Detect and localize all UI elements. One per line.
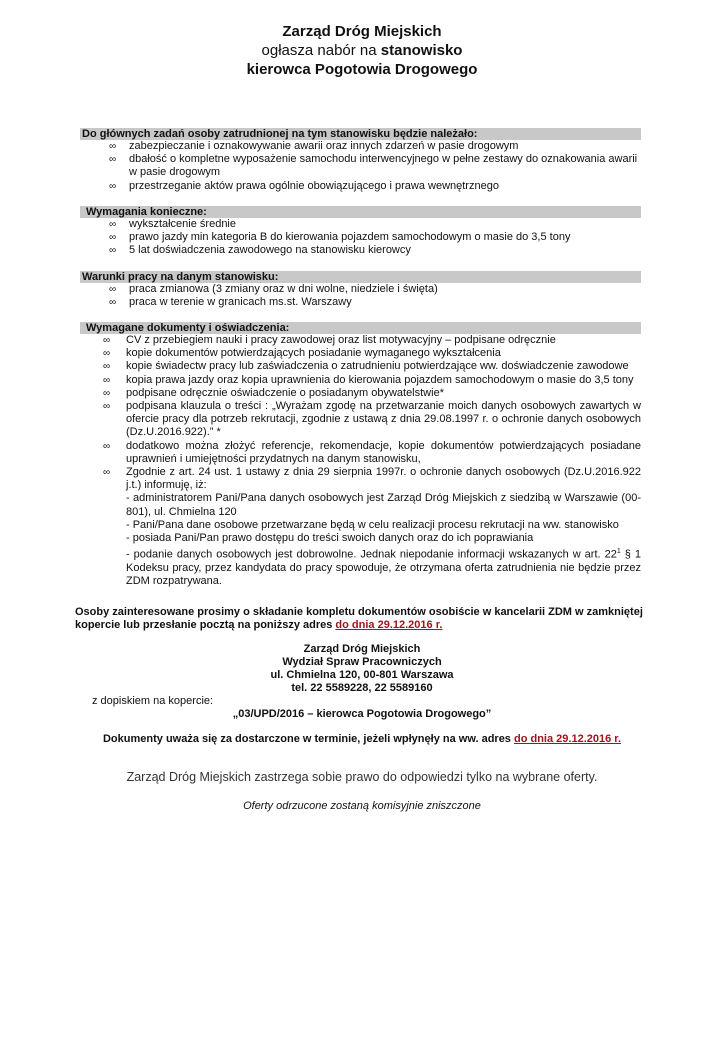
address-line: Wydział Spraw Pracowniczych (282, 656, 442, 668)
documents-heading: Wymagane dokumenty i oświadczenia: (80, 322, 641, 334)
duties-section (80, 128, 641, 193)
delivery-deadline: do dnia 29.12.2016 r. (514, 733, 622, 745)
infinity-bullet-icon: ∞ (109, 245, 117, 257)
infinity-bullet-icon: ∞ (103, 374, 111, 386)
list-item: ∞ dbałość o kompletne wyposażenie samochodu interwencyjnego w pełne zestawy do oznakowania awarii w pasie drogowym (109, 153, 638, 179)
list-item: ∞ zabezpieczanie i oznakowywanie awarii oraz innych zdarzeń w pasie drogowym (109, 140, 519, 152)
infinity-bullet-icon: ∞ (103, 401, 111, 413)
position-title: kierowca Pogotowia Drogowego (246, 61, 478, 78)
address-line: Zarząd Dróg Miejskich (303, 643, 421, 655)
infinity-bullet-icon: ∞ (109, 232, 117, 244)
list-item: ∞ praca w terenie w granicach ms.st. Warszawy (109, 296, 352, 309)
infinity-bullet-icon: ∞ (103, 440, 111, 452)
list-item: ∞ kopia prawa jazdy oraz kopia uprawnienia do kierowania pojazdem samochodowym o masie do 3,5 tony (103, 373, 634, 386)
announcement-header (0, 22, 724, 79)
destroyed-note: Oferty odrzucone zostaną komisyjnie zniszczone (243, 800, 481, 812)
address-block (70, 643, 654, 695)
envelope-text: „03/UPD/2016 – kierowca Pogotowia Drogowego” (232, 708, 492, 720)
deadline-link: do dnia 29.12.2016 r. (335, 619, 443, 631)
list-item: ∞ przestrzeganie aktów prawa ogólnie obowiązującego i prawa wewnętrznego (109, 179, 499, 192)
infinity-bullet-icon: ∞ (109, 219, 117, 230)
gdpr-intro: Zgodnie z art. 24 ust. 1 ustawy z dnia 29 sierpnia 1997r. o ochronie danych osobowych (Dz.U.2016.922 j.t.) informuję, iż: (126, 466, 641, 492)
list-item: ∞ kopie dokumentów potwierdzających posiadanie wymaganego wykształcenia (103, 347, 501, 360)
envelope-label: z dopiskiem na kopercie: (92, 695, 214, 707)
infinity-bullet-icon: ∞ (109, 180, 117, 192)
announce-bold: stanowisko (380, 42, 463, 59)
requirements-section (80, 206, 641, 258)
list-item: ∞ kopie świadectw pracy lub zaświadczenia o zatrudnieniu potwierdzające ww. doświadczenie zawodowe (103, 360, 629, 373)
documents-section (80, 322, 641, 589)
infinity-bullet-icon: ∞ (109, 297, 117, 309)
list-item: ∞ 5 lat doświadczenia zawodowego na stanowisku kierowcy (109, 244, 411, 257)
infinity-bullet-icon: ∞ (109, 141, 117, 152)
gdpr-line: - administratorem Pani/Pana danych osobowych jest Zarząd Dróg Miejskich z siedzibą w Warszawie (00-801), ul. Chmielna 120 (126, 492, 641, 518)
conditions-heading: Warunki pracy na danym stanowisku: (80, 271, 641, 283)
address-line: ul. Chmielna 120, 00-801 Warszawa (270, 669, 454, 681)
gdpr-line: - posiada Pani/Pan prawo dostępu do treści swoich danych oraz do ich poprawiania (126, 532, 534, 545)
duties-heading: Do głównych zadań osoby zatrudnionej na tym stanowisku będzie należało: (80, 128, 641, 140)
address-line: tel. 22 5589228, 22 5589160 (291, 682, 433, 694)
list-item: ∞ podpisana klauzula o treści : „Wyrażam zgodę na przetwarzanie moich danych osobowych zawartych w ofercie pracy dla potrzeb rekrutacji, zgodnie z ustawą z dnia 29.08.1997 r. o ochronie danych osobowych (Dz.U.2016.922).” * (103, 400, 641, 439)
infinity-bullet-icon: ∞ (103, 467, 111, 479)
gdpr-line: - Pani/Pana dane osobowe przetwarzane będą w celu realizacji procesu rekrutacji na ww. stanowisko (126, 518, 619, 531)
invite-paragraph: Osoby zainteresowane prosimy o składanie kompletu dokumentów osobiście w kancelarii ZDM w zamkniętej kopercie lub przesłanie pocztą na poniższy adres do dnia 29.12.2016 r. (75, 606, 643, 631)
gdpr-clause (80, 466, 641, 588)
requirements-heading: Wymagania konieczne: (80, 206, 641, 218)
list-item: ∞ wykształcenie średnie (109, 218, 236, 230)
infinity-bullet-icon: ∞ (109, 154, 117, 166)
infinity-bullet-icon: ∞ (109, 284, 117, 295)
infinity-bullet-icon: ∞ (103, 348, 111, 360)
conditions-section (80, 271, 641, 309)
list-item: ∞ CV z przebiegiem nauki i pracy zawodowej oraz list motywacyjny – podpisane odręcznie (103, 334, 556, 346)
list-item: ∞ praca zmianowa (3 zmiany oraz w dni wolne, niedziele i święta) (109, 283, 438, 295)
announce-prefix: ogłasza nabór na (261, 42, 377, 59)
reserve-note: Zarząd Dróg Miejskich zastrzega sobie prawo do odpowiedzi tylko na wybrane oferty. (126, 770, 598, 784)
infinity-bullet-icon: ∞ (103, 387, 111, 399)
gdpr-line-last: - podanie danych osobowych jest dobrowolne. Jednak niepodanie informacji wskazanych w art. $22^1$ § 1 Kodeksu pracy, przez kandydata do pracy spowoduje, że otrzymana oferta zatrudnienia nie będzie przez ZDM rozpatrywana. (126, 548, 641, 588)
list-item: ∞ podpisane odręcznie oświadczenie o posiadanym obywatelstwie* (103, 386, 444, 399)
infinity-bullet-icon: ∞ (103, 335, 111, 346)
infinity-bullet-icon: ∞ (103, 361, 111, 373)
list-item: ∞ dodatkowo można złożyć referencje, rekomendacje, kopie dokumentów potwierdzających posiadane uprawnień i umiejętności przydatnych na danym stanowisku, (103, 439, 641, 465)
org-title: Zarząd Dróg Miejskich (282, 23, 442, 40)
delivery-text: Dokumenty uważa się za dostarczone w terminie, jeżeli wpłynęły na ww. adres do dnia 29.12.2016 r. (102, 733, 622, 745)
list-item: ∞ prawo jazdy min kategoria B do kierowania pojazdem samochodowym o masie do 3,5 tony (109, 231, 571, 244)
announce-line (0, 41, 724, 60)
